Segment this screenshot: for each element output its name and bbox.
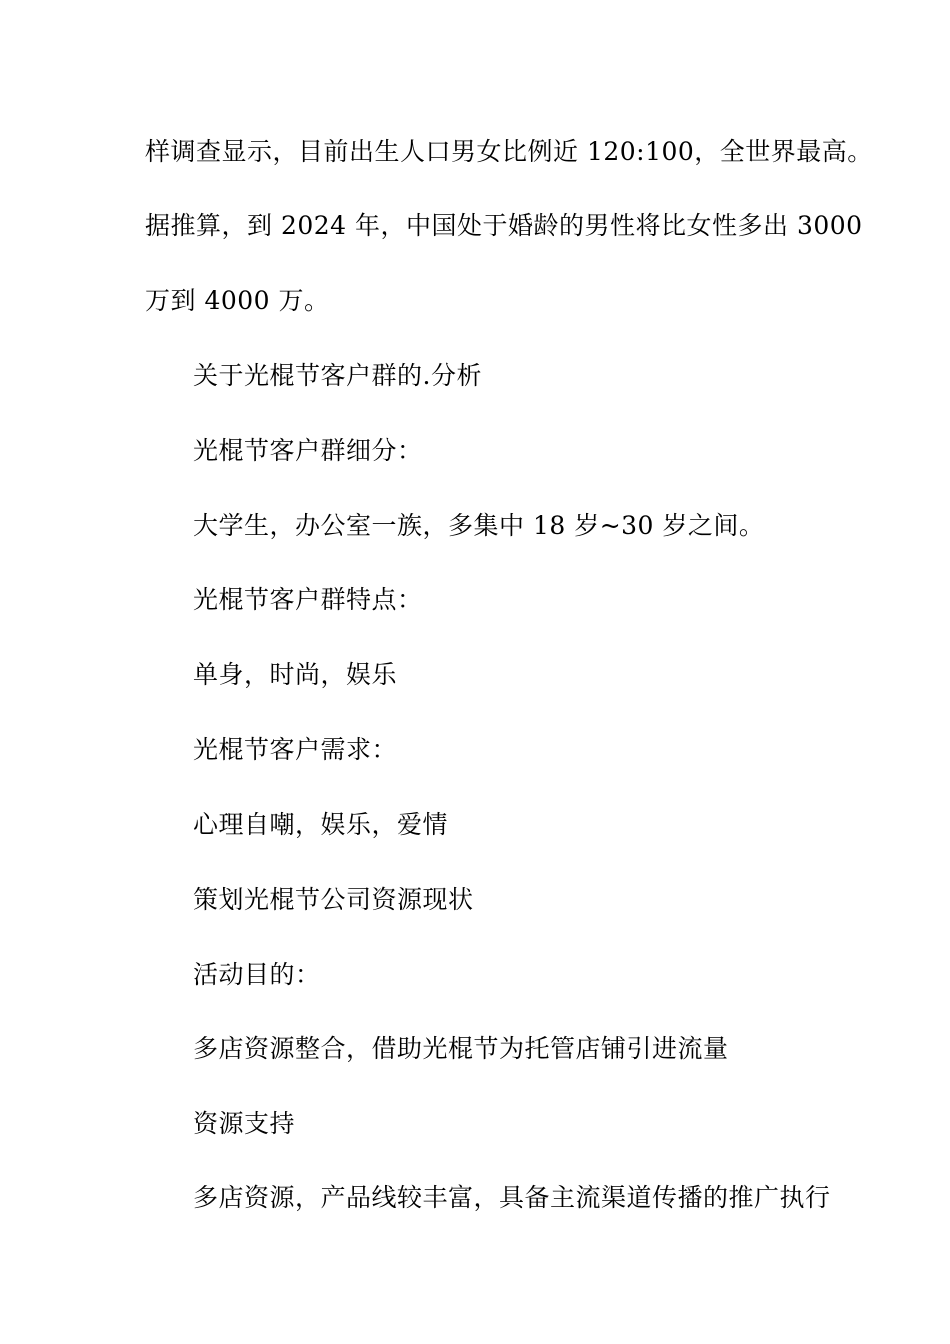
- paragraph-line: 样调查显示，目前出生人口男女比例近 120:100，全世界最高。: [145, 137, 873, 166]
- text-line: 资源支持: [193, 1109, 296, 1138]
- paragraph-line: 万到 4000 万。: [145, 286, 330, 315]
- text-line: 心理自嘲，娱乐，爱情: [193, 810, 449, 839]
- section-heading: 关于光棍节客户群的.分析: [193, 361, 482, 390]
- text-line: 光棍节客户群细分：: [193, 436, 423, 465]
- text-line: 大学生，办公室一族，多集中 18 岁~30 岁之间。: [193, 511, 765, 540]
- text-line: 多店资源，产品线较丰富，具备主流渠道传播的推广执行: [193, 1183, 831, 1212]
- text-line: 光棍节客户群特点：: [193, 585, 423, 614]
- paragraph-line: 据推算，到 2024 年，中国处于婚龄的男性将比女性多出 3000: [145, 211, 863, 240]
- text-line: 光棍节客户需求：: [193, 735, 398, 764]
- text-line: 多店资源整合，借助光棍节为托管店铺引进流量: [193, 1034, 729, 1063]
- text-line: 策划光棍节公司资源现状: [193, 885, 474, 914]
- text-line: 活动目的：: [193, 960, 321, 989]
- text-line: 单身，时尚，娱乐: [193, 660, 398, 689]
